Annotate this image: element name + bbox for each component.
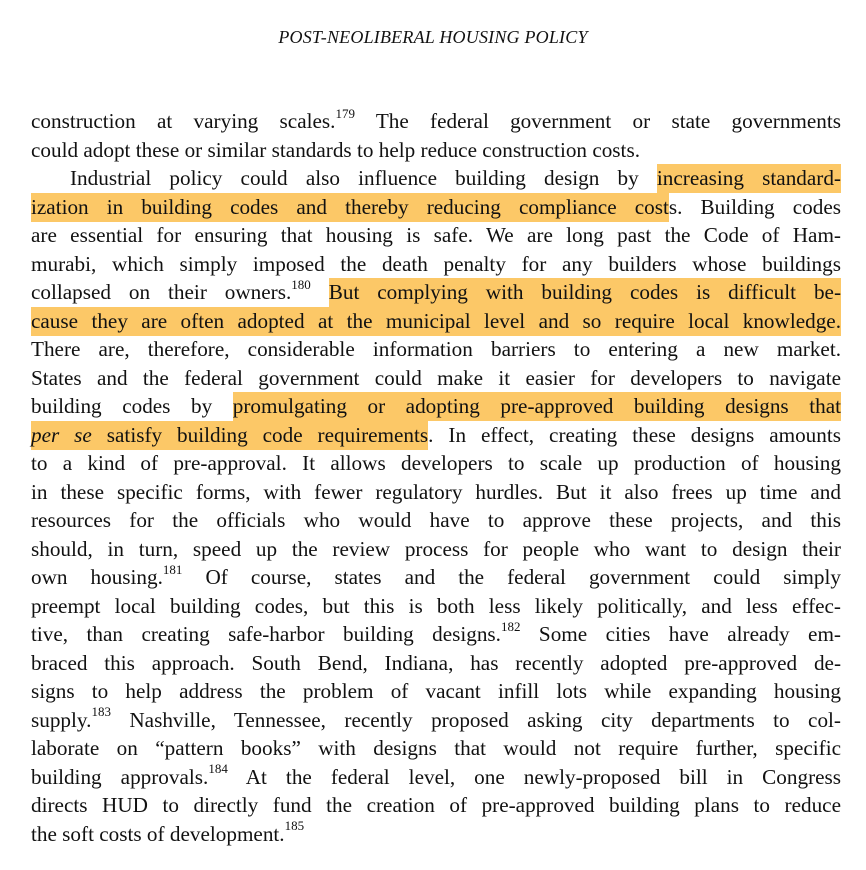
footnote-ref-185[interactable]: 185	[284, 818, 305, 834]
text-line: per se satisfy building code requirements. In effect, creating these designs amounts	[31, 421, 841, 450]
text-line: resources for the officials who would have to approve these projects, and this	[31, 508, 841, 532]
text-line: could adopt these or similar standards to help reduce construction costs.	[31, 137, 640, 162]
footnote-ref-182[interactable]: 182	[500, 618, 521, 634]
text-line: There are, therefore, considerable information barriers to entering a new market.	[31, 337, 841, 361]
text-line: signs to help address the problem of vacant infill lots while expanding housing	[31, 679, 841, 703]
text-line: to a kind of pre-approval. It allows developers to scale up production of housing	[31, 451, 841, 475]
footnote-ref-180[interactable]: 180	[291, 276, 311, 292]
italic-term: per se	[31, 422, 92, 447]
text-line: murabi, which simply imposed the death penalty for any builders whose buildings	[31, 251, 841, 276]
highlight[interactable]: increasing standard-	[657, 164, 841, 193]
text-line: own housing.$^{181}$ Of course, states and the federal government could simply	[31, 561, 841, 589]
text-line: collapsed on their owners.$^{180}$ But complying with building codes is difficult be-	[31, 278, 841, 307]
body-text	[31, 107, 841, 848]
text-line: in these specific forms, with fewer regulatory hurdles. But it also frees up time and	[31, 479, 841, 504]
footnote-ref-184[interactable]: 184	[208, 761, 228, 777]
footnote-ref-183[interactable]: 183	[91, 704, 111, 720]
highlight[interactable]: cause they are often adopted at the municipal level and so require local knowledge.	[31, 307, 841, 336]
text-line: laborate on “pattern books” with designs that would not require further, specific	[31, 736, 841, 760]
highlight[interactable]: promulgating or adopting pre-approved building designs that	[233, 392, 841, 421]
text-line: tive, than creating safe-harbor building designs.$^{182}$ Some cities have already em-	[31, 618, 841, 646]
text-line: braced this approach. South Bend, Indiana, has recently adopted pre-approved de-	[31, 650, 841, 675]
text-line	[31, 307, 841, 336]
text-line: building codes by promulgating or adopting pre-approved building designs that	[31, 392, 841, 421]
text-line: States and the federal government could make it easier for developers to navigate	[31, 365, 841, 390]
text-line: directs HUD to directly fund the creation of pre-approved building plans to reduce	[31, 793, 841, 817]
highlight[interactable]: But complying with building codes is difficult be-	[329, 278, 841, 307]
running-head: POST-NEOLIBERAL HOUSING POLICY	[278, 27, 588, 47]
text-line: the soft costs of development.$^{185}$	[31, 818, 305, 846]
highlight[interactable]: per se satisfy building code requirements	[31, 421, 428, 450]
text-line: building approvals.$^{184}$ At the federal level, one newly-proposed bill in Congress	[31, 761, 842, 789]
text-line: ization in building codes and thereby reducing compliance costs. Building codes	[31, 193, 841, 222]
highlight[interactable]: ization in building codes and thereby reducing compliance cost	[31, 193, 669, 222]
text-line: construction at varying scales.$^{179}$ The federal government or state governments	[31, 105, 842, 133]
text-line: supply.$^{183}$ Nashville, Tennessee, recently proposed asking city departments to col-	[31, 704, 841, 732]
text-line: preempt local building codes, but this is both less likely politically, and less effec-	[31, 593, 841, 618]
footnote-ref-181[interactable]: 181	[162, 561, 183, 577]
text-line: Industrial policy could also influence building design by increasing standard-	[31, 164, 841, 193]
footnote-ref-179[interactable]: 179	[335, 105, 355, 121]
text-line: are essential for ensuring that housing is safe. We are long past the Code of Ham-	[31, 223, 841, 247]
text-line: should, in turn, speed up the review process for people who want to design their	[31, 536, 841, 561]
